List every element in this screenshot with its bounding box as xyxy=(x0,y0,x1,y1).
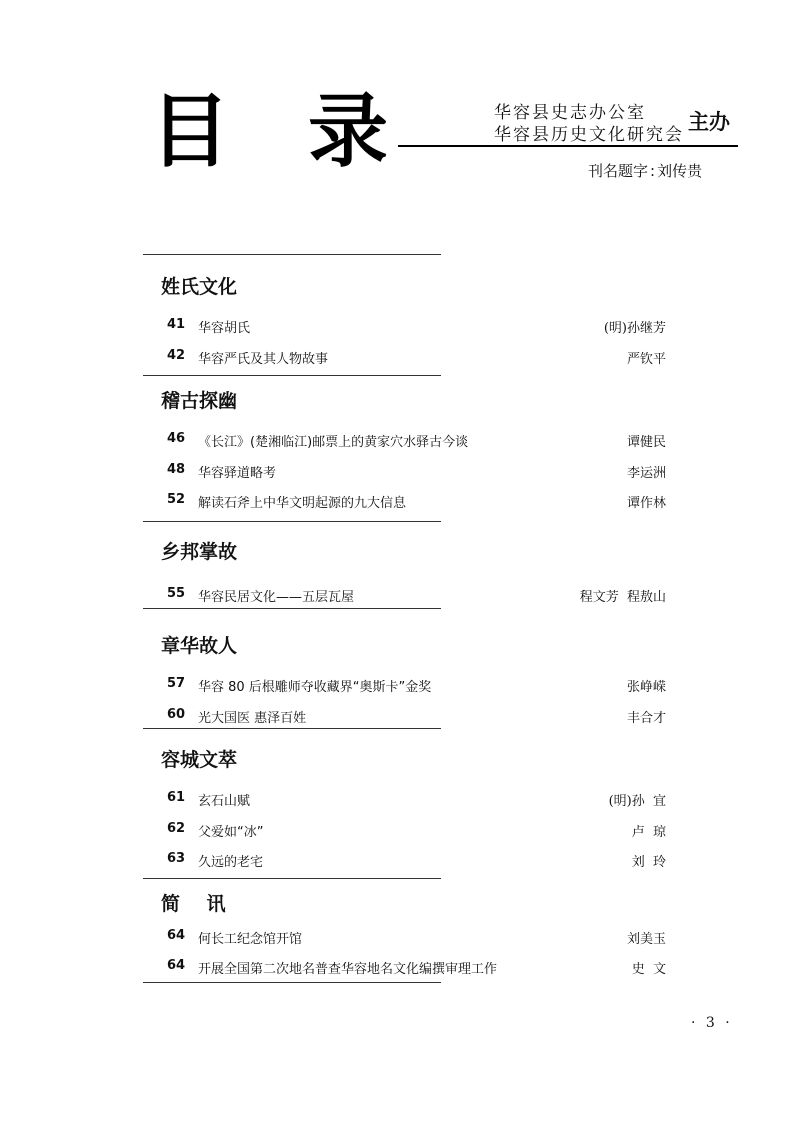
entry-page: 48 xyxy=(167,462,186,477)
entry-title: 华容胡氏 xyxy=(198,321,251,336)
toc-entry[interactable] xyxy=(143,348,683,368)
toc-entry[interactable] xyxy=(143,462,683,482)
entry-title: 华容 80 后根雕师夺收藏界“奥斯卡”金奖 xyxy=(198,680,432,695)
toc-entry[interactable] xyxy=(143,492,683,512)
entry-title: 光大国医 惠泽百姓 xyxy=(198,711,307,726)
section-rule xyxy=(143,608,441,609)
toc-entry[interactable] xyxy=(143,317,683,337)
title-char-mu: 目 xyxy=(150,85,230,178)
entry-title: 父爱如“冰” xyxy=(198,825,264,840)
entry-page: 41 xyxy=(167,317,186,332)
toc-entry[interactable] xyxy=(143,431,683,451)
toc-entry[interactable] xyxy=(143,676,683,696)
section-title: 简 讯 xyxy=(161,893,226,915)
entry-title: 华容民居文化——五层瓦屋 xyxy=(198,590,355,605)
calligraphy-separator: : xyxy=(650,162,656,180)
entry-page: 62 xyxy=(167,821,186,836)
section-rule xyxy=(143,878,441,879)
section-rule xyxy=(143,254,441,255)
toc-entry[interactable] xyxy=(143,928,683,948)
section-rule xyxy=(143,375,441,376)
entry-author: 谭健民 xyxy=(626,435,666,450)
bottom-rule xyxy=(143,982,441,983)
entry-page: 57 xyxy=(167,676,186,691)
toc-entry[interactable] xyxy=(143,790,683,810)
section-title: 稽古探幽 xyxy=(161,390,238,412)
title-char-lu: 录 xyxy=(308,85,388,178)
section-rule xyxy=(143,728,441,729)
entry-title: 《长江》(楚湘临江)邮票上的黄家穴水驿古今谈 xyxy=(198,435,469,450)
entry-author: 刘 玲 xyxy=(631,855,666,870)
entry-author: 李运洲 xyxy=(626,466,666,481)
header-rule xyxy=(398,145,738,147)
entry-author: 张峥嵘 xyxy=(626,680,666,695)
entry-title: 久远的老宅 xyxy=(198,855,264,870)
entry-title: 开展全国第二次地名普查华容地名文化编撰审理工作 xyxy=(198,962,498,977)
entry-author: 刘美玉 xyxy=(626,932,666,947)
section-rule xyxy=(143,521,441,522)
entry-page: 55 xyxy=(167,586,186,601)
calligraphy-author: 刘传贵 xyxy=(657,162,703,180)
entry-page: 42 xyxy=(167,348,186,363)
entry-title: 何长工纪念馆开馆 xyxy=(198,932,303,947)
toc-entry[interactable] xyxy=(143,586,683,606)
calligraphy-credit xyxy=(588,160,702,181)
sponsor-line-2: 华容县历史文化研究会 xyxy=(494,125,684,145)
entry-page: 63 xyxy=(167,851,186,866)
page-number: · 3 · xyxy=(691,1015,733,1031)
toc-entry[interactable] xyxy=(143,821,683,841)
calligraphy-label: 刊名题字 xyxy=(588,162,649,180)
entry-page: 64 xyxy=(167,928,186,943)
entry-author: 程文芳 程敖山 xyxy=(579,590,666,605)
sponsor-tag: 主办 xyxy=(688,109,730,134)
sponsor-line-1: 华容县史志办公室 xyxy=(494,103,646,123)
entry-author: 史 文 xyxy=(631,962,666,977)
section-title: 姓氏文化 xyxy=(161,276,238,298)
entry-page: 52 xyxy=(167,492,186,507)
entry-title: 解读石斧上中华文明起源的九大信息 xyxy=(198,496,407,511)
entry-author: 谭作林 xyxy=(626,496,666,511)
entry-author: 丰合才 xyxy=(626,711,666,726)
toc-entry[interactable] xyxy=(143,958,683,978)
entry-page: 46 xyxy=(167,431,186,446)
section-title: 章华故人 xyxy=(161,635,238,657)
entry-page: 61 xyxy=(167,790,186,805)
entry-author: (明)孙继芳 xyxy=(603,321,666,336)
entry-author: 卢 琼 xyxy=(631,825,666,840)
toc-entry[interactable] xyxy=(143,707,683,727)
entry-title: 华容严氏及其人物故事 xyxy=(198,352,329,367)
toc-entry[interactable] xyxy=(143,851,683,871)
entry-page: 64 xyxy=(167,958,186,973)
entry-page: 60 xyxy=(167,707,186,722)
entry-author: 严钦平 xyxy=(626,352,666,367)
entry-title: 华容驿道略考 xyxy=(198,466,277,481)
entry-author: (明)孙 宜 xyxy=(608,794,666,809)
section-title: 乡邦掌故 xyxy=(161,541,238,563)
section-title: 容城文萃 xyxy=(161,749,238,771)
entry-title: 玄石山赋 xyxy=(198,794,251,809)
